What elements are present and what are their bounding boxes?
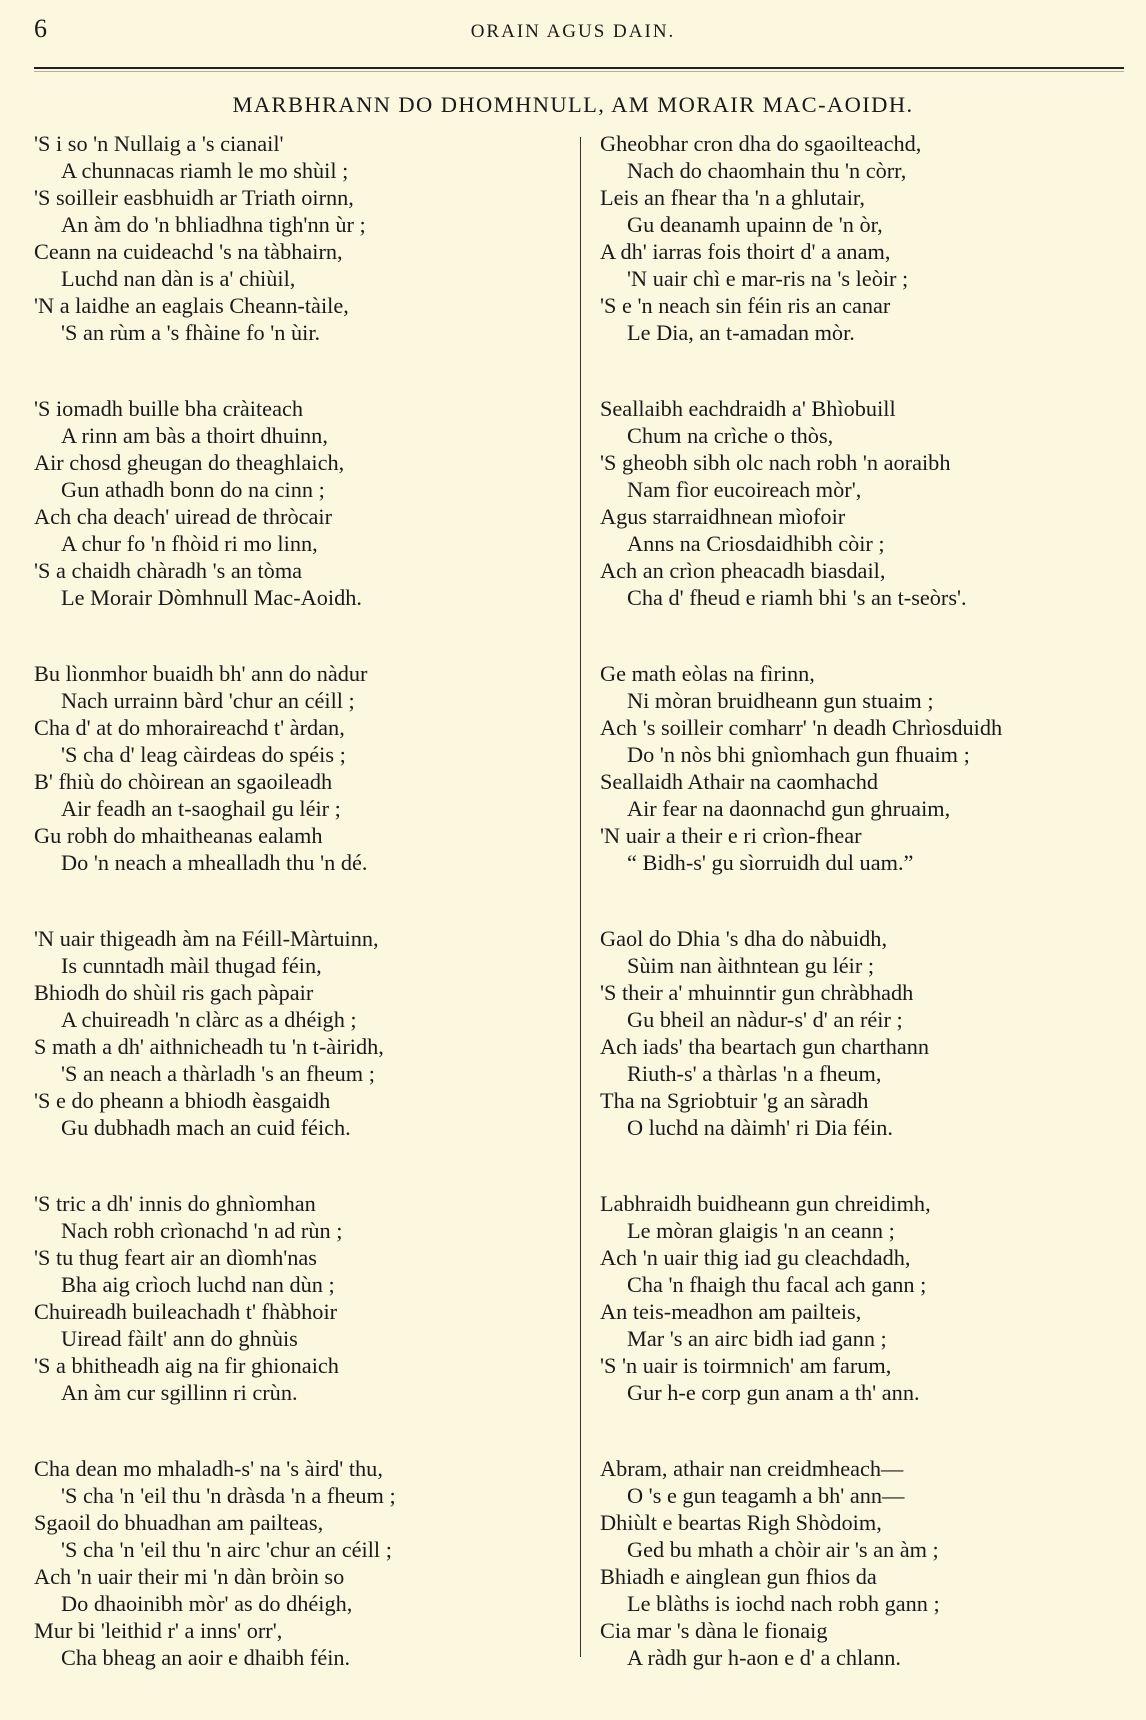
verse-line: Do 'n neach a mhealladh thu 'n dé. [61, 850, 368, 875]
verse-line: Ni mòran bruidheann gun stuaim ; [627, 688, 934, 713]
verse-line: 'S an neach a thàrladh 's an fheum ; [61, 1061, 375, 1086]
verse-line: Nam fìor eucoireach mòr', [627, 477, 862, 502]
verse-line: Cha 'n fhaigh thu facal ach gann ; [627, 1272, 927, 1297]
header-rule [34, 67, 1124, 69]
verse-line: A chur fo 'n fhòid ri mo linn, [61, 531, 318, 556]
verse-line: 'S soilleir easbhuidh ar Triath oirnn, [34, 185, 354, 210]
verse-line: 'S their a' mhuinntir gun chràbhadh [600, 980, 914, 1005]
verse-line: An teis-meadhon am pailteis, [600, 1299, 862, 1324]
verse-line: Dhiùlt e beartas Righ Shòdoim, [600, 1510, 882, 1535]
verse-line: Cha dean mo mhaladh-s' na 's àird' thu, [34, 1456, 383, 1481]
stanza [600, 130, 1130, 395]
stanza [600, 395, 1130, 660]
header-rule-secondary [34, 71, 1124, 72]
verse-line: 'S a chaidh chàradh 's an tòma [34, 558, 303, 583]
verse-line: Le Morair Dòmhnull Mac-Aoidh. [61, 585, 362, 610]
verse-line: Gu robh do mhaitheanas ealamh [34, 823, 323, 848]
verse-line: B' fhiù do chòirean an sgaoileadh [34, 769, 333, 794]
verse-line: S math a dh' aithnicheadh tu 'n t-àiridh, [34, 1034, 384, 1059]
stanza [34, 1190, 569, 1455]
stanza [600, 660, 1130, 925]
verse-line: Sgaoil do bhuadhan am pailteas, [34, 1510, 324, 1535]
verse-line: Cha bheag an aoir e dhaibh féin. [61, 1645, 351, 1670]
verse-line: Seallaibh eachdraidh a' Bhìobuill [600, 396, 896, 421]
verse-line: Do 'n nòs bhi gnìomhach gun fhuaim ; [627, 742, 970, 767]
verse-line: Chum na crìche o thòs, [627, 423, 834, 448]
verse-line: Ach iads' tha beartach gun charthann [600, 1034, 930, 1059]
verse-line: 'S iomadh buille bha cràiteach [34, 396, 304, 421]
verse-line: Bhiodh do shùil ris gach pàpair [34, 980, 314, 1005]
verse-line: Tha na Sgriobtuir 'g an sàradh [600, 1088, 869, 1113]
verse-line: Agus starraidhnean mìofoir [600, 504, 846, 529]
verse-line: Leis an fhear tha 'n a ghlutair, [600, 185, 866, 210]
verse-line: Air fear na daonnachd gun ghruaim, [627, 796, 951, 821]
verse-line: Mar 's an airc bidh iad gann ; [627, 1326, 887, 1351]
verse-line: Mur bi 'leithid r' a inns' orr', [34, 1618, 283, 1643]
verse-line: O luchd na dàimh' ri Dia féin. [627, 1115, 893, 1140]
verse-line: O 's e gun teagamh a bh' ann— [627, 1483, 905, 1508]
verse-line: Le mòran glaigis 'n an ceann ; [627, 1218, 895, 1243]
verse-line: Nach do chaomhain thu 'n còrr, [627, 158, 907, 183]
page-number: 6 [34, 14, 47, 43]
verse-line: 'N a laidhe an eaglais Cheann-tàile, [34, 293, 349, 318]
verse-line: 'N uair thigeadh àm na Féill-Màrtuinn, [34, 926, 379, 951]
verse-line: A chunnacas riamh le mo shùil ; [61, 158, 349, 183]
verse-line: Seallaidh Athair na caomhachd [600, 769, 878, 794]
verse-line: Cha d' at do mhoraireachd t' àrdan, [34, 715, 345, 740]
verse-line: Nach robh crìonachd 'n ad rùn ; [61, 1218, 343, 1243]
verse-line: Gun athadh bonn do na cinn ; [61, 477, 325, 502]
verse-line: Gu bheil an nàdur-s' d' an réir ; [627, 1007, 903, 1032]
verse-line: 'S e do pheann a bhiodh èasgaidh [34, 1088, 331, 1113]
stanza [34, 925, 569, 1190]
verse-line: Anns na Criosdaidhibh còir ; [627, 531, 885, 556]
verse-line: Gu dubhadh mach an cuid féich. [61, 1115, 351, 1140]
verse-line: Ach 'n uair their mi 'n dàn bròin so [34, 1564, 345, 1589]
verse-line: A dh' iarras fois thoirt d' a anam, [600, 239, 891, 264]
verse-line: 'N uair chì e mar-ris na 's leòir ; [627, 266, 909, 291]
verse-line: Ach 's soilleir comharr' 'n deadh Chrìosduidh [600, 715, 1003, 740]
verse-line: Cha d' fheud e riamh bhi 's an t-seòrs'. [627, 585, 967, 610]
verse-line: Chuireadh buileachadh t' fhàbhoir [34, 1299, 338, 1324]
verse-line: Ach an crìon pheacadh biasdail, [600, 558, 886, 583]
verse-line: 'S gheobh sibh olc nach robh 'n aoraibh [600, 450, 951, 475]
verse-line: “ Bidh-s' gu sìorruidh dul uam.” [627, 850, 914, 875]
verse-line: Luchd nan dàn is a' chiùil, [61, 266, 296, 291]
verse-line: Do dhaoinibh mòr' as do dhéigh, [61, 1591, 353, 1616]
stanza [34, 395, 569, 660]
verse-line: 'S i so 'n Nullaig a 's cianail' [34, 131, 284, 156]
verse-line: An àm do 'n bhliadhna tigh'nn ùr ; [61, 212, 366, 237]
verse-line: Ceann na cuideachd 's na tàbhairn, [34, 239, 343, 264]
verse-line: Le Dia, an t-amadan mòr. [627, 320, 855, 345]
verse-line: Uiread fàilt' ann do ghnùis [61, 1326, 298, 1351]
verse-line: Riuth-s' a thàrlas 'n a fheum, [627, 1061, 882, 1086]
stanza [34, 660, 569, 925]
verse-line: 'S e 'n neach sin féin ris an canar [600, 293, 891, 318]
verse-line: Nach urrainn bàrd 'chur an céill ; [61, 688, 355, 713]
verse-line: Ach 'n uair thig iad gu cleachdadh, [600, 1245, 911, 1270]
verse-line: Air feadh an t-saoghail gu léir ; [61, 796, 341, 821]
verse-line: Sùim nan àithntean gu léir ; [627, 953, 875, 978]
stanza [34, 1455, 569, 1720]
verse-line: Ach cha deach' uiread de thròcair [34, 504, 333, 529]
verse-line: 'S tric a dh' innis do ghnìomhan [34, 1191, 316, 1216]
verse-line: Ged bu mhath a chòir air 's an àm ; [627, 1537, 939, 1562]
verse-line: A ràdh gur h-aon e d' a chlann. [627, 1645, 901, 1670]
verse-line: 'S cha 'n 'eil thu 'n dràsda 'n a fheum ; [61, 1483, 396, 1508]
left-column [34, 130, 569, 1720]
verse-line: Air chosd gheugan do theaghlaich, [34, 450, 345, 475]
verse-line: 'S cha d' leag càirdeas do spéis ; [61, 742, 346, 767]
verse-line: 'S an rùm a 's fhàine fo 'n ùir. [61, 320, 321, 345]
verse-line: 'N uair a their e ri crìon-fhear [600, 823, 862, 848]
verse-line: An àm cur sgillinn ri crùn. [61, 1380, 298, 1405]
running-head: ORAIN AGUS DAIN. [470, 21, 676, 42]
verse-line: 'S a bhitheadh aig na fir ghionaich [34, 1353, 339, 1378]
page-header [0, 0, 1146, 70]
verse-line: Gheobhar cron dha do sgaoilteachd, [600, 131, 922, 156]
stanza [600, 1190, 1130, 1455]
verse-line: Gur h-e corp gun anam a th' ann. [627, 1380, 920, 1405]
verse-line: A chuireadh 'n clàrc as a dhéigh ; [61, 1007, 357, 1032]
column-divider [580, 137, 581, 1657]
verse-line: Gu deanamh upainn de 'n òr, [627, 212, 883, 237]
verse-line: Bu lìonmhor buaidh bh' ann do nàdur [34, 661, 368, 686]
verse-line: Le blàths is iochd nach robh gann ; [627, 1591, 940, 1616]
verse-line: 'S cha 'n 'eil thu 'n airc 'chur an céill ; [61, 1537, 392, 1562]
verse-line: Ge math eòlas na fìrinn, [600, 661, 815, 686]
verse-line: Gaol do Dhia 's dha do nàbuidh, [600, 926, 888, 951]
verse-line: 'S tu thug feart air an dìomh'nas [34, 1245, 317, 1270]
verse-line: Labhraidh buidheann gun chreidimh, [600, 1191, 931, 1216]
stanza [600, 925, 1130, 1190]
poem-title: MARBHRANN DO DHOMHNULL, AM MORAIR MAC-AOIDH. [232, 92, 914, 117]
verse-line: Bha aig crìoch luchd nan dùn ; [61, 1272, 335, 1297]
verse-line: Bhiadh e ainglean gun fhios da [600, 1564, 877, 1589]
verse-line: 'S 'n uair is toirmnich' am farum, [600, 1353, 892, 1378]
verse-line: A rinn am bàs a thoirt dhuinn, [61, 423, 328, 448]
verse-line: Cia mar 's dàna le fionaig [600, 1618, 828, 1643]
verse-line: Abram, athair nan creidmheach— [600, 1456, 904, 1481]
stanza [600, 1455, 1130, 1720]
verse-line: Is cunntadh màil thugad féin, [61, 953, 322, 978]
right-column [600, 130, 1130, 1720]
stanza [34, 130, 569, 395]
